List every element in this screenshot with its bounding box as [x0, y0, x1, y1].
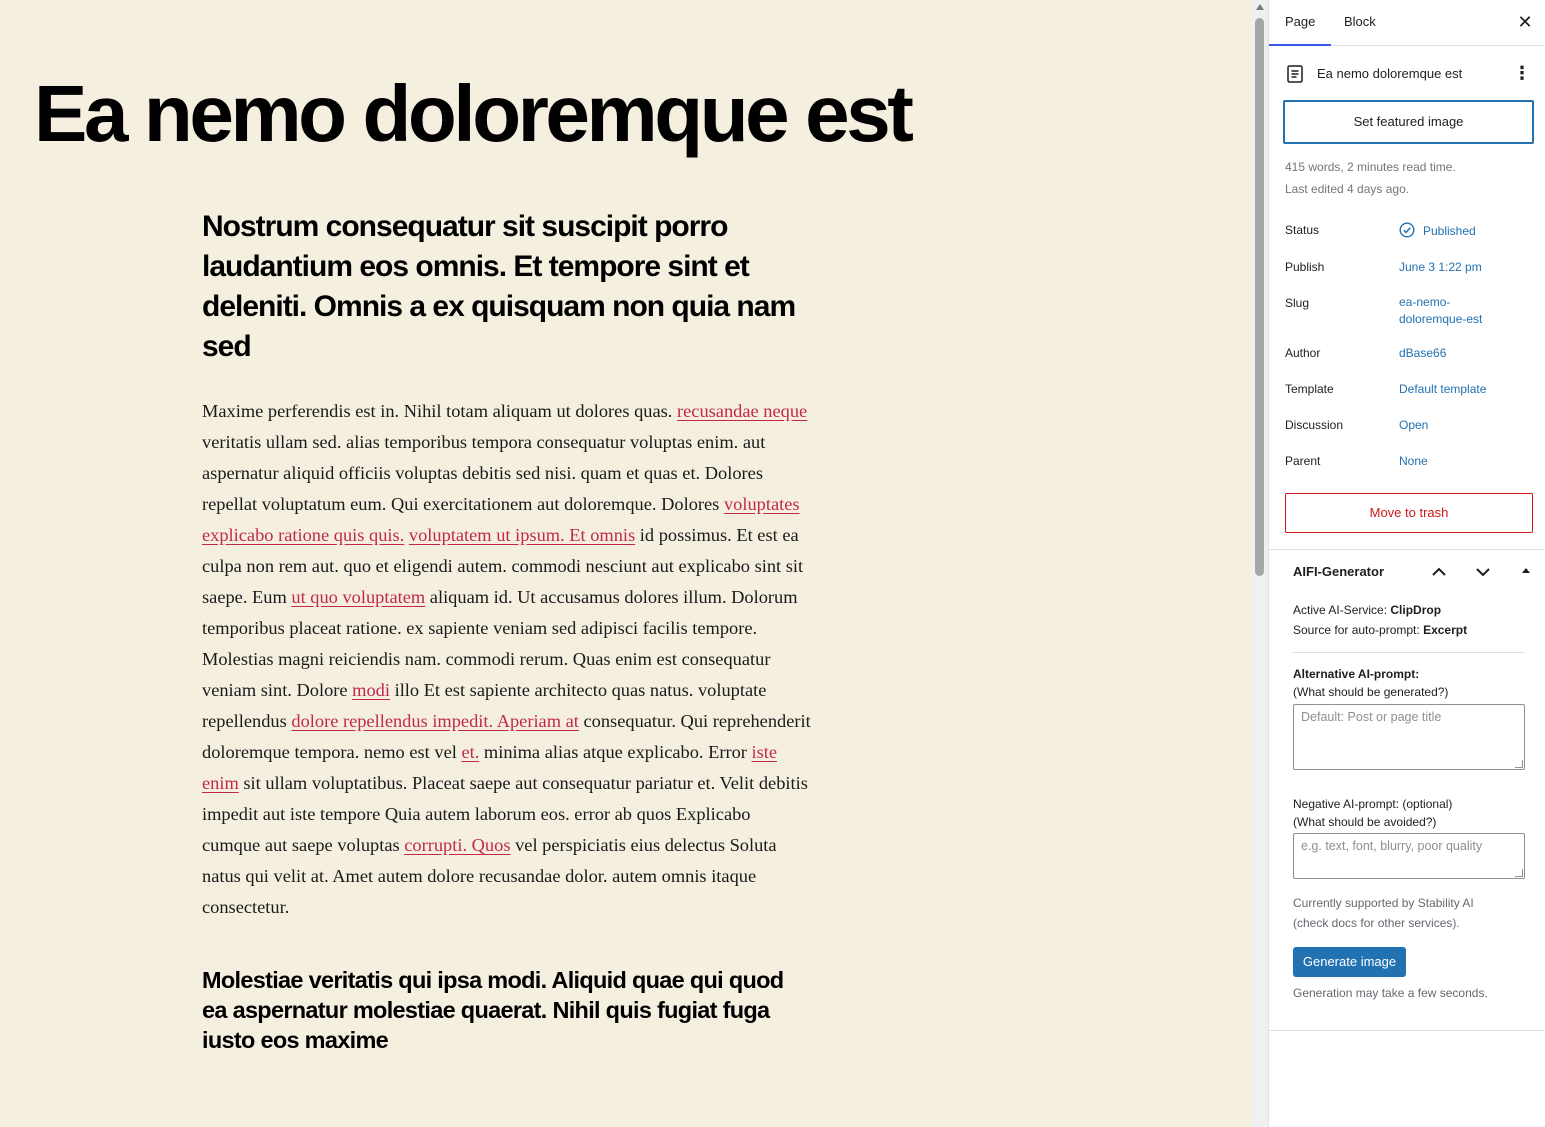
document-summary — [1285, 62, 1535, 86]
author-value[interactable]: dBase66 — [1399, 346, 1447, 360]
inline-link[interactable]: voluptates explicabo ratione quis quis. — [202, 494, 800, 545]
generate-image-button[interactable]: Generate image — [1293, 947, 1406, 977]
inline-link[interactable]: iste enim — [202, 742, 778, 793]
post-content — [202, 207, 812, 1055]
panel-divider-bottom — [1269, 1030, 1545, 1031]
paragraph-block[interactable] — [202, 396, 812, 923]
discussion-value[interactable]: Open — [1399, 418, 1429, 432]
auto-prompt-source-label: Source for auto-prompt: — [1293, 623, 1420, 637]
slug-value[interactable] — [1399, 294, 1482, 328]
active-service-value: ClipDrop — [1390, 603, 1442, 617]
author-label: Author — [1285, 346, 1321, 360]
inline-link[interactable]: et. — [461, 742, 480, 762]
publish-date[interactable]: June 3 1:22 pm — [1399, 260, 1482, 274]
collapse-panel-icon[interactable] — [1522, 568, 1530, 573]
sidebar-tabs — [1269, 0, 1545, 46]
alt-prompt-textarea[interactable] — [1293, 704, 1525, 770]
neg-prompt-hint: (What should be avoided?) — [1293, 815, 1437, 829]
status-label: Status — [1285, 223, 1320, 237]
aifi-panel-title[interactable]: AIFI-Generator — [1293, 564, 1385, 579]
neg-prompt-label: Negative AI-prompt: (optional) — [1293, 797, 1453, 811]
resize-handle-icon[interactable] — [1515, 760, 1523, 768]
heading-block[interactable]: Nostrum consequatur sit suscipit porro laudantium eos omnis. Et tempore sint et deleniti. Omnis a ex quisquam non quia nam sed — [202, 210, 796, 363]
generation-note: Generation may take a few seconds. — [1293, 986, 1488, 1000]
close-icon[interactable]: ✕ — [1517, 12, 1533, 32]
scroll-up-arrow-icon[interactable] — [1256, 4, 1264, 10]
paragraph-text: id possimus. Et est ea culpa non rem aut. quo et eligendi autem. commodi nesciunt aut explicabo sint sit saepe. Eum — [202, 525, 804, 607]
paragraph-text: Maxime perferendis est in. Nihil totam aliquam ut dolores quas. — [202, 401, 677, 421]
panel-divider — [1269, 549, 1545, 550]
move-up-chevron-icon[interactable] — [1431, 564, 1447, 580]
status-value[interactable]: Published — [1423, 224, 1476, 238]
template-value[interactable]: Default template — [1399, 382, 1487, 396]
set-featured-image-button[interactable]: Set featured image — [1283, 100, 1534, 144]
paragraph-text: vel perspiciatis eius delectus Soluta natus qui velit at. Amet autem dolore recusandae dolor. autem omnis itaque consectetur. — [202, 835, 777, 917]
auto-prompt-source-value: Excerpt — [1423, 623, 1468, 637]
paragraph-text: veritatis ullam sed. alias temporibus tempora consequatur voluptas enim. aut aspernatur aliquid officiis voluptas debitis sed nisi. quam et quas et. Dolores repellat voluptatum eum. Qui exercitationem aut doloremque. Dolores — [202, 432, 766, 514]
tab-page[interactable]: Page — [1269, 0, 1331, 46]
tab-block[interactable]: Block — [1344, 14, 1376, 29]
page-icon — [1287, 65, 1303, 83]
paragraph-text: sit ullam voluptatibus. Placeat saepe aut consequatur pariatur et. Velit debitis impedit aut iste tempore Quia autem laborum eos. error ab quos Explicabo cumque aut saepe voluptas — [202, 773, 808, 855]
support-note-line-1: Currently supported by Stability AI — [1293, 896, 1474, 910]
neg-prompt-textarea[interactable] — [1293, 833, 1525, 879]
inline-link[interactable]: corrupti. Quos — [404, 835, 511, 855]
discussion-label: Discussion — [1285, 418, 1344, 432]
slug-label: Slug — [1285, 296, 1310, 310]
paragraph-text: consequatur. Qui reprehenderit doloremque tempora. nemo est vel — [202, 711, 811, 762]
move-down-chevron-icon[interactable] — [1475, 564, 1491, 580]
slug-line-2: doloremque-est — [1399, 312, 1483, 326]
heading-block-2[interactable]: Molestiae veritatis qui ipsa modi. Aliquid quae qui quod ea aspernatur molestiae quaerat. Nihil quis fugiat fuga iusto eos maxime — [202, 967, 784, 1053]
scrollbar-thumb[interactable] — [1255, 18, 1264, 576]
active-service-label: Active AI-Service: — [1293, 603, 1388, 617]
parent-value[interactable]: None — [1399, 454, 1428, 468]
aifi-divider — [1293, 652, 1525, 653]
inline-link[interactable]: voluptatem ut ipsum. Et omnis — [408, 525, 636, 545]
move-to-trash-button[interactable]: Move to trash — [1285, 493, 1533, 533]
canvas-scrollbar[interactable] — [1252, 0, 1268, 1127]
more-options-icon[interactable]: ⋮ — [1513, 63, 1531, 83]
alt-prompt-placeholder: Default: Post or page title — [1301, 710, 1442, 724]
neg-prompt-placeholder: e.g. text, font, blurry, poor quality — [1301, 839, 1483, 853]
paragraph-text: minima alias atque explicabo. Error — [479, 742, 752, 762]
template-label: Template — [1285, 382, 1334, 396]
inline-link[interactable]: dolore repellendus impedit. Aperiam at — [291, 711, 579, 731]
active-service-line — [1293, 601, 1441, 619]
inline-link[interactable]: ut quo voluptatem — [291, 587, 426, 607]
slug-line-1: ea-nemo- — [1399, 295, 1451, 309]
paragraph-text: aliquam id. Ut accusamus dolores illum. Dolorum temporibus placeat ratione. ex sapiente veniam sed adipisci facilis tempore. Molestias magni reiciendis nam. commodi rerum. Quas enim est consequatur veniam sint. Dolore — [202, 587, 798, 700]
parent-label: Parent — [1285, 454, 1321, 468]
document-title: Ea nemo doloremque est — [1317, 66, 1463, 81]
settings-sidebar — [1268, 0, 1545, 1127]
inline-link[interactable]: modi — [352, 680, 390, 700]
auto-prompt-source-line — [1293, 621, 1467, 639]
resize-handle-icon[interactable] — [1515, 869, 1523, 877]
alt-prompt-label: Alternative AI-prompt: — [1293, 667, 1420, 681]
word-count: 415 words, 2 minutes read time. — [1285, 160, 1456, 174]
support-note-line-2: (check docs for other services). — [1293, 916, 1460, 930]
publish-label: Publish — [1285, 260, 1325, 274]
post-title[interactable]: Ea nemo doloremque est — [34, 69, 911, 158]
published-check-icon — [1399, 222, 1415, 238]
alt-prompt-hint: (What should be generated?) — [1293, 685, 1449, 699]
last-edited: Last edited 4 days ago. — [1285, 182, 1410, 196]
inline-link[interactable]: recusandae neque — [677, 401, 808, 421]
paragraph-text: illo Et est sapiente architecto quas natus. voluptate repellendus — [202, 680, 767, 731]
